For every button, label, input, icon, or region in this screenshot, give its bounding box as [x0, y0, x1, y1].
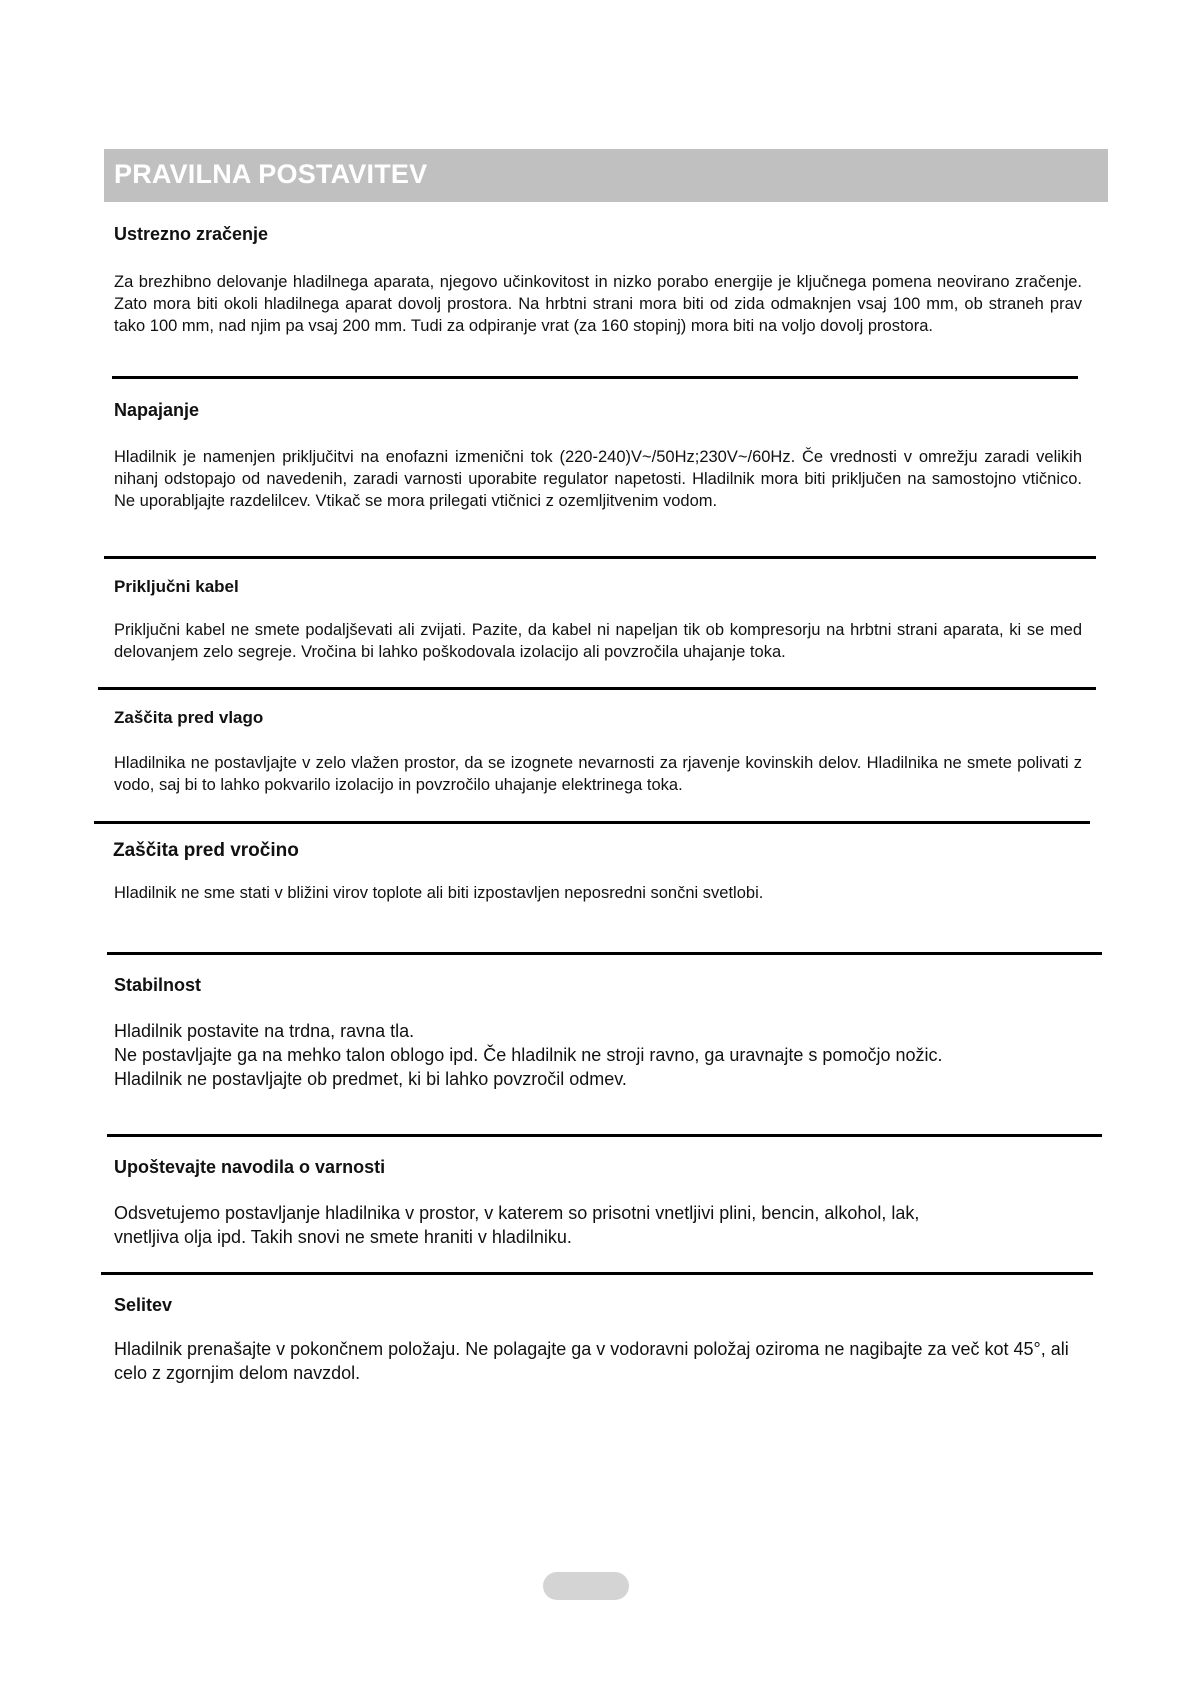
section-heading-power-cable: Priključni kabel [114, 577, 239, 596]
section-divider [107, 952, 1102, 955]
title-banner [104, 149, 1108, 202]
section-heading-power-supply: Napajanje [114, 400, 200, 420]
safety-line: vnetljiva olja ipd. Takih snovi ne smete hraniti v hladilniku. [114, 1227, 572, 1247]
page-title: PRAVILNA POSTAVITEV [114, 159, 428, 189]
stability-line: Ne postavljajte ga na mehko talon oblogo ipd. Če hladilnik ne stroji ravno, ga uravnajte s pomočjo nožic. [114, 1045, 943, 1065]
section-heading-safety-instructions: Upoštevajte navodila o varnosti [114, 1157, 386, 1177]
safety-line: Odsvetujemo postavljanje hladilnika v prostor, v katerem so prisotni vnetljivi plini, bencin, alkohol, lak, [114, 1203, 920, 1223]
section-divider [101, 1272, 1093, 1275]
section-text-stability [114, 1019, 1082, 1091]
section-text-ventilation: Za brezhibno delovanje hladilnega aparata, njegovo učinkovitost in nizko porabo energije je ključnega pomena neovirano zračenje. Zato mora biti okoli hladilnega aparat dovolj prostora. Na hrbtni strani mora biti od zida odmaknjen vsaj 100 mm, ob straneh prav tako 100 mm, nad njim pa vsaj 200 mm. Tudi za odpiranje vrat (za 160 stopinj) mora biti na voljo dovolj prostora. [114, 273, 1082, 335]
section-heading-stability: Stabilnost [114, 975, 202, 995]
stability-line: Hladilnik postavite na trdna, ravna tla. [114, 1021, 415, 1041]
section-heading-moisture-protection: Zaščita pred vlago [114, 708, 264, 727]
section-heading-ventilation: Ustrezno zračenje [114, 224, 269, 244]
section-divider [94, 821, 1090, 824]
page-number-pill [543, 1572, 629, 1600]
section-text-heat-protection: Hladilnik ne sme stati v bližini virov toplote ali biti izpostavljen neposredni sončni svetlobi. [114, 884, 764, 902]
section-heading-moving: Selitev [114, 1295, 173, 1315]
section-text-moisture-protection: Hladilnika ne postavljajte v zelo vlažen prostor, da se izognete nevarnosti za rjavenje kovinskih delov. Hladilnika ne smete polivati z vodo, saj bi to lahko pokvarilo izolacijo in povzročilo uhajanje elektrinega toka. [114, 754, 1082, 794]
stability-line: Hladilnik ne postavljajte ob predmet, ki bi lahko povzročil odmev. [114, 1069, 627, 1089]
section-heading-heat-protection: Zaščita pred vročino [113, 840, 299, 861]
section-text-power-supply: Hladilnik je namenjen priključitvi na enofazni izmenični tok (220-240)V~/50Hz;230V~/60Hz. Če vrednosti v omrežju zaradi velikih nihanj odstopajo od navedenih, zaradi varnosti uporabite regulator napetosti. Hladilnik mora biti priključen na samostojno vtičnico. Ne uporabljajte razdelilcev. Vtikač se mora prilegati vtičnici z ozemljitvenim vodom. [114, 448, 1082, 510]
section-text-safety-instructions [114, 1201, 1082, 1249]
section-divider [98, 687, 1096, 690]
section-divider [112, 376, 1078, 379]
section-text-power-cable: Priključni kabel ne smete podaljševati ali zvijati. Pazite, da kabel ni napeljan tik ob kompresorju na hrbtni strani aparata, ki se med delovanjem zelo segreje. Vročina bi lahko poškodovala izolacijo ali povzročila uhajanje toka. [114, 621, 1082, 661]
section-text-moving: Hladilnik prenašajte v pokončnem položaju. Ne polagajte ga v vodoravni položaj oziroma ne nagibajte za več kot 45°, ali celo z zgornjim delom navzdol. [114, 1339, 1069, 1383]
section-divider [104, 556, 1096, 559]
section-divider [107, 1134, 1102, 1137]
